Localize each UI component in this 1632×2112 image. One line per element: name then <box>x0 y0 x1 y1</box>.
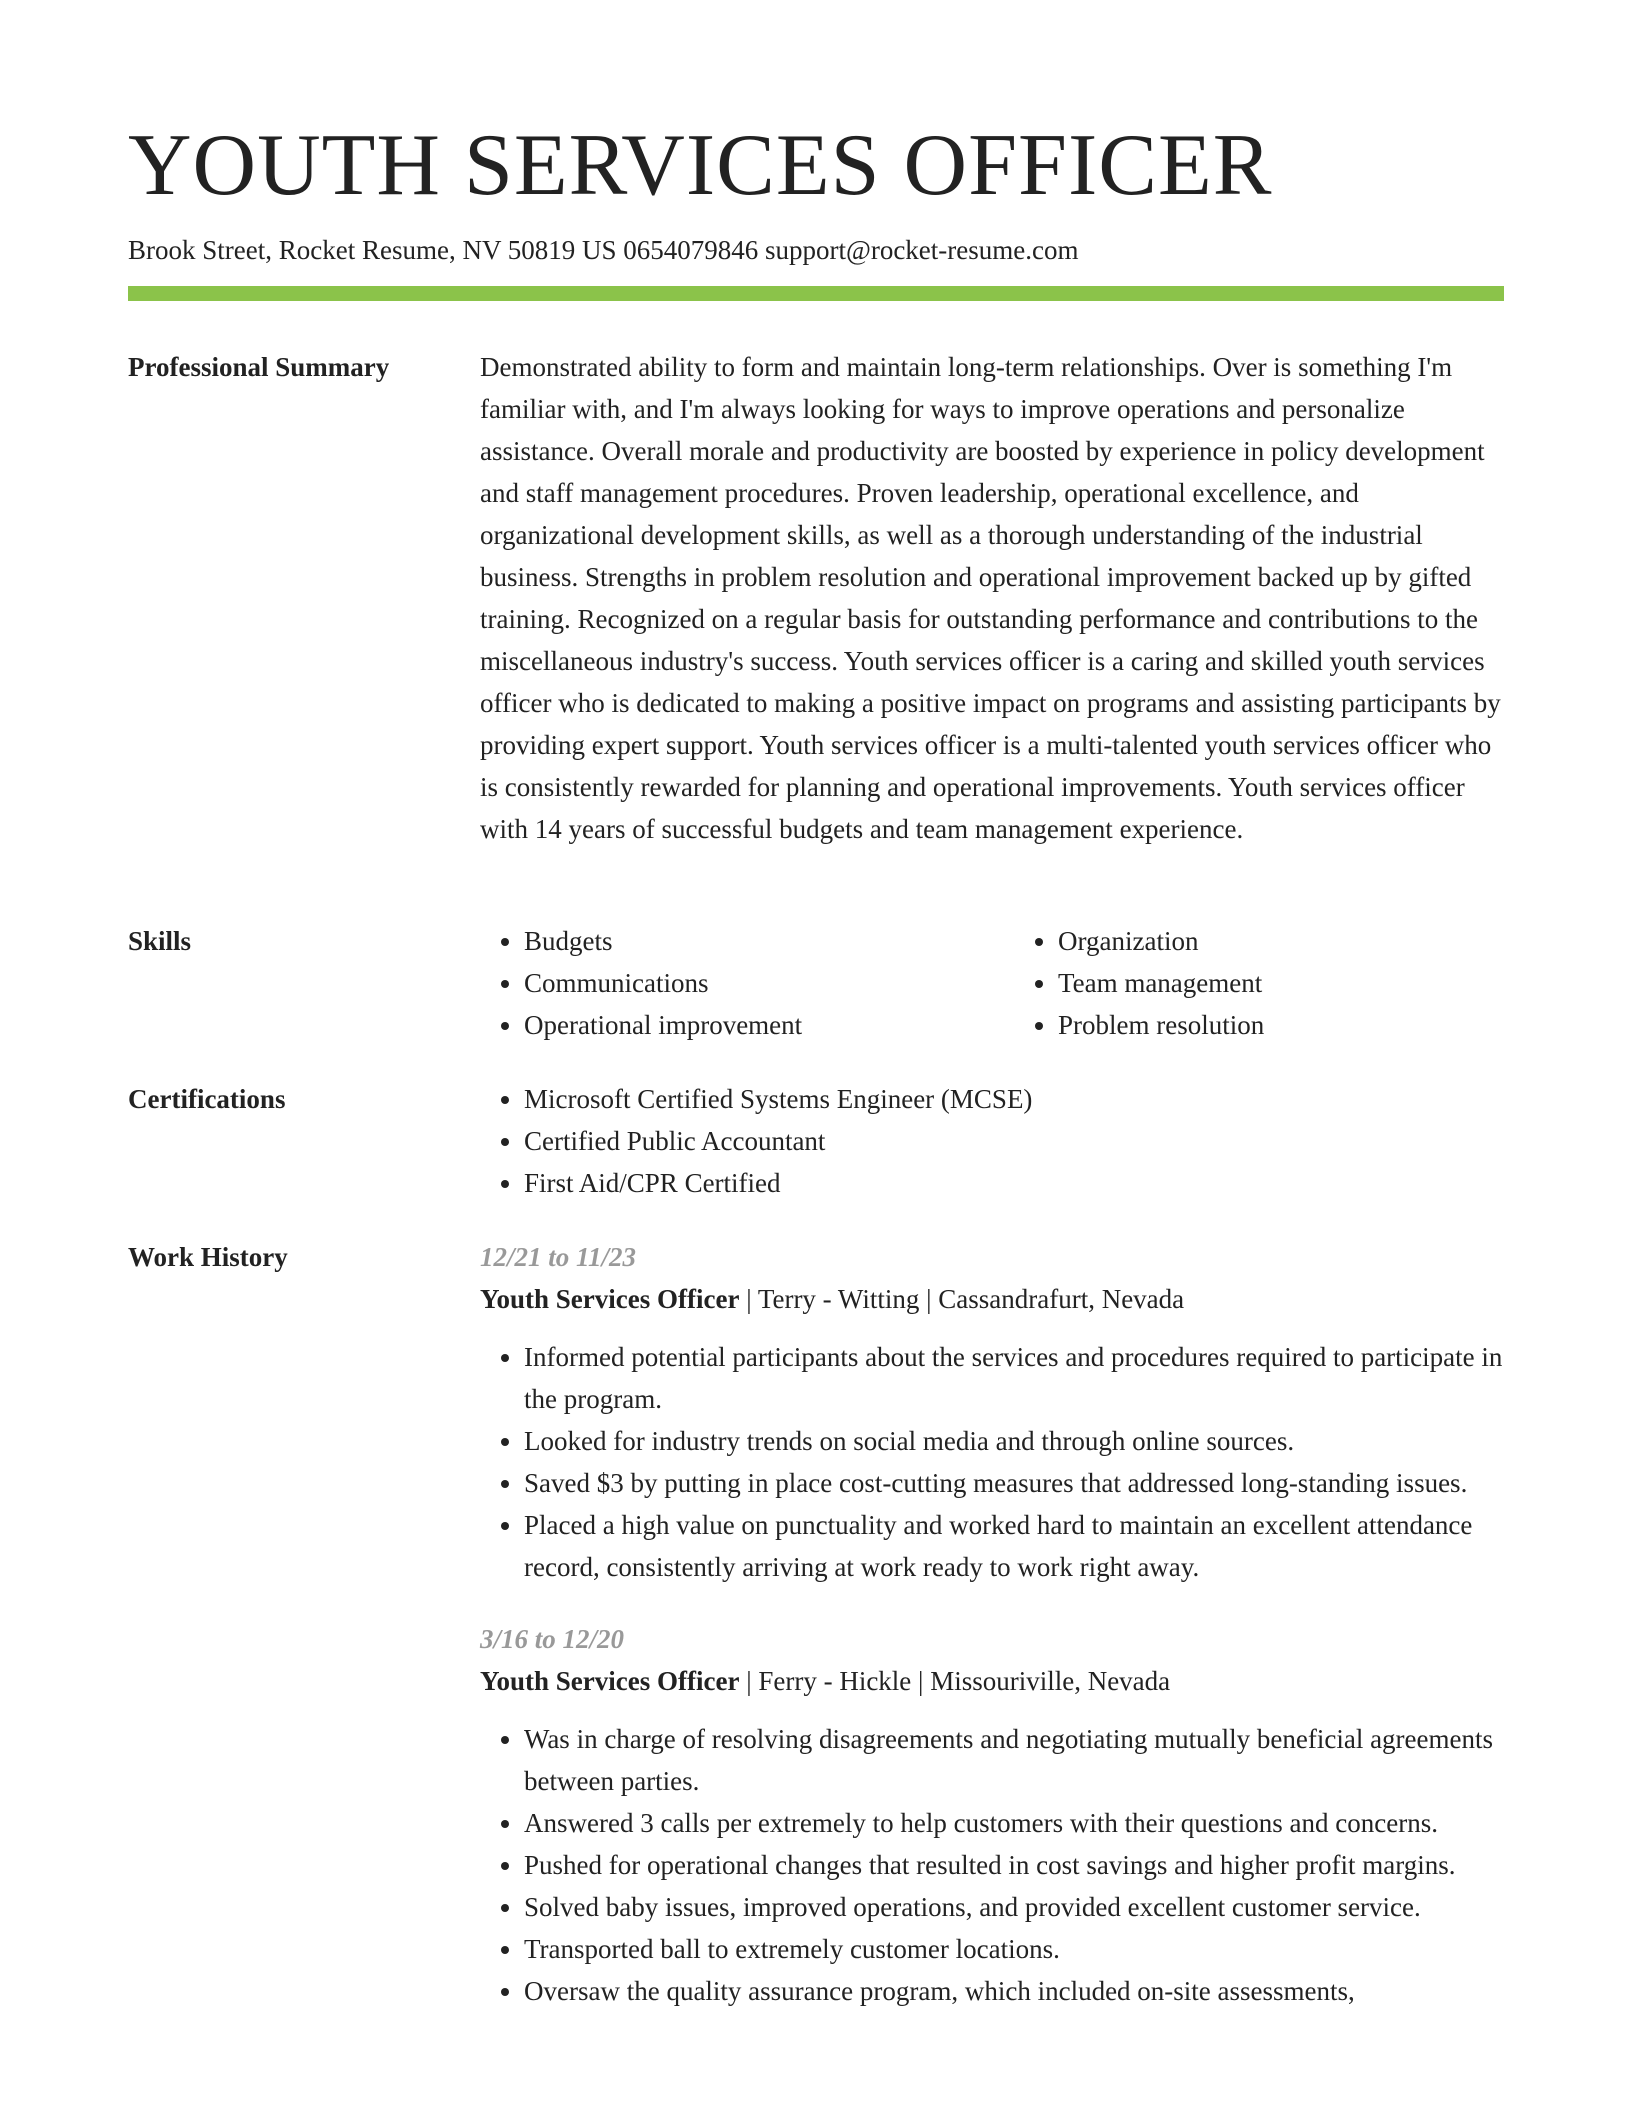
skill-item: • Problem resolution <box>1058 1004 1504 1046</box>
job-bullet: • Looked for industry trends on social media and through online sources. <box>524 1420 1504 1462</box>
certifications-label: Certifications <box>128 1084 286 1114</box>
job-bullet: • Saved $3 by putting in place cost-cutting measures that addressed long-standing issues. <box>524 1462 1504 1504</box>
job-bullet: • Transported ball to extremely customer locations. <box>524 1928 1504 1970</box>
contact-line: Brook Street, Rocket Resume, NV 50819 US 0654079846 support@rocket-resume.com <box>128 235 1079 265</box>
work-history-body <box>480 1236 1504 2012</box>
job-bullet: • Oversaw the quality assurance program, which included on-site assessments, <box>524 1970 1504 2012</box>
certification-item: • Certified Public Accountant <box>524 1120 1504 1162</box>
job-details: | Ferry - Hickle | Missouriville, Nevada <box>739 1666 1171 1696</box>
job-bullet: • Placed a high value on punctuality and worked hard to maintain an excellent attendance record, consistently arriving at work ready to work right away. <box>524 1504 1504 1588</box>
job-details: | Terry - Witting | Cassandrafurt, Nevada <box>739 1284 1185 1314</box>
job-bullet: • Informed potential participants about the services and procedures required to participate in the program. <box>524 1336 1504 1420</box>
skills-grid <box>480 920 1504 1046</box>
job-bullets <box>480 1336 1504 1588</box>
summary-text: Demonstrated ability to form and maintain long-term relationships. Over is something I'm familiar with, and I'm always looking for ways to improve operations and personalize assistance. Overall morale and productivity are boosted by experience in policy development and staff management procedures. Proven leadership, operational excellence, and organizational development skills, as well as a thorough understanding of the industrial business. Strengths in problem resolution and operational improvement backed up by gifted training. Recognized on a regular basis for outstanding performance and contributions to the miscellaneous industry's success. Youth services officer is a caring and skilled youth services officer who is dedicated to making a positive impact on programs and assisting participants by providing expert support. Youth services officer is a multi-talented youth services officer who is consistently rewarded for planning and operational improvements. Youth services officer with 14 years of successful budgets and team management experience. <box>480 352 1501 844</box>
job-bullet: • Solved baby issues, improved operations, and provided excellent customer service. <box>524 1886 1504 1928</box>
header-divider <box>128 286 1504 301</box>
job-dates: 3/16 to 12/20 <box>480 1624 625 1654</box>
job-title-line <box>480 1278 1504 1320</box>
work-history-label: Work History <box>128 1242 288 1272</box>
job-title: Youth Services Officer <box>480 1284 740 1314</box>
summary-body <box>480 346 1504 850</box>
resume-title: YOUTH SERVICES OFFICER <box>128 117 1273 214</box>
skill-item: • Budgets <box>524 920 970 962</box>
certifications-list <box>480 1078 1504 1204</box>
job-dates: 12/21 to 11/23 <box>480 1242 637 1272</box>
skills-list-right <box>1014 920 1504 1046</box>
job-bullet: • Pushed for operational changes that resulted in cost savings and higher profit margins. <box>524 1844 1504 1886</box>
skill-item: • Communications <box>524 962 970 1004</box>
skill-item: • Organization <box>1058 920 1504 962</box>
certifications-body <box>480 1078 1504 1204</box>
job-bullets <box>480 1718 1504 2012</box>
job-entry <box>480 1236 1504 1588</box>
job-bullet: • Was in charge of resolving disagreements and negotiating mutually beneficial agreements between parties. <box>524 1718 1504 1802</box>
certification-item: • First Aid/CPR Certified <box>524 1162 1504 1204</box>
summary-label: Professional Summary <box>128 352 390 382</box>
skills-list-left <box>480 920 970 1046</box>
job-title-line <box>480 1660 1504 1702</box>
job-bullet: • Answered 3 calls per extremely to help customers with their questions and concerns. <box>524 1802 1504 1844</box>
skill-item: • Operational improvement <box>524 1004 970 1046</box>
job-entry <box>480 1618 1504 2012</box>
certification-item: • Microsoft Certified Systems Engineer (MCSE) <box>524 1078 1504 1120</box>
skills-label: Skills <box>128 926 192 956</box>
job-title: Youth Services Officer <box>480 1666 740 1696</box>
skill-item: • Team management <box>1058 962 1504 1004</box>
